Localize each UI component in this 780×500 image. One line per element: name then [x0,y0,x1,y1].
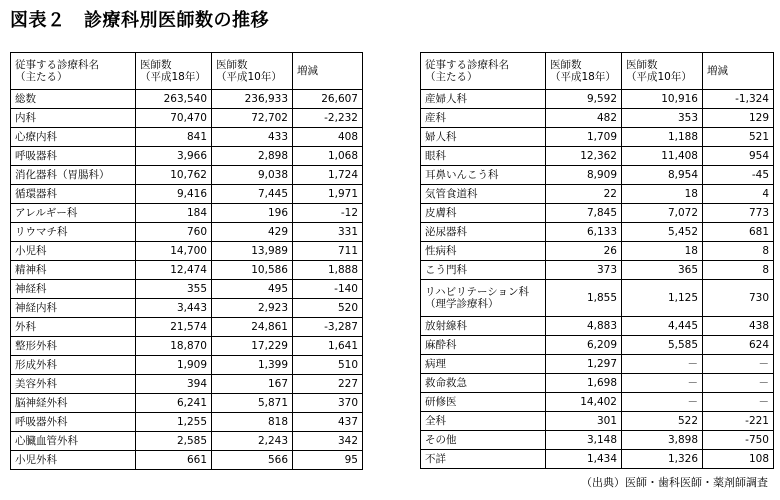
number-cell: -3,287 [293,318,363,337]
number-cell: 17,229 [212,337,293,356]
table-row [11,147,363,166]
number-cell: 5,871 [212,394,293,413]
number-cell: 7,445 [212,185,293,204]
specialty-name-cell: 放射線科 [421,317,546,336]
table-row [421,204,774,223]
number-cell: 167 [212,375,293,394]
specialty-name-cell: 眼科 [421,147,546,166]
table-row [11,185,363,204]
table-row [421,90,774,109]
specialty-table-right [420,52,774,469]
table-row [11,394,363,413]
number-cell: 1,125 [622,280,703,317]
number-cell: 370 [293,394,363,413]
table-row [421,355,774,374]
column-header: 増減 [703,53,774,90]
number-cell: 1,399 [212,356,293,375]
number-cell: 495 [212,280,293,299]
table-row [421,147,774,166]
specialty-name-cell: 不詳 [421,450,546,469]
number-cell: 236,933 [212,90,293,109]
column-header: 医師数 （平成18年） [546,53,622,90]
number-cell: 711 [293,242,363,261]
number-cell: 355 [136,280,212,299]
table-row [421,280,774,317]
number-cell: 301 [546,412,622,431]
column-header: 医師数 （平成18年） [136,53,212,90]
number-cell: 9,038 [212,166,293,185]
specialty-name-cell: 産科 [421,109,546,128]
table-row [421,242,774,261]
specialty-name-cell: 神経科 [11,280,136,299]
number-cell: 18,870 [136,337,212,356]
number-cell: 10,916 [622,90,703,109]
number-cell: 373 [546,261,622,280]
specialty-name-cell: 小児外科 [11,451,136,470]
column-header: 従事する診療科名 （主たる） [421,53,546,90]
number-cell: 7,072 [622,204,703,223]
specialty-name-cell: 耳鼻いんこう科 [421,166,546,185]
number-cell: 12,474 [136,261,212,280]
number-cell: 1,724 [293,166,363,185]
number-cell: 95 [293,451,363,470]
number-cell: 353 [622,109,703,128]
specialty-name-cell: 呼吸器科 [11,147,136,166]
specialty-name-cell: 呼吸器外科 [11,413,136,432]
specialty-name-cell: 総数 [11,90,136,109]
number-cell: 18 [622,185,703,204]
specialty-name-cell: 泌尿器科 [421,223,546,242]
number-cell: 26 [546,242,622,261]
number-cell: 1,971 [293,185,363,204]
specialty-name-cell: 精神科 [11,261,136,280]
number-cell: -221 [703,412,774,431]
number-cell: 4 [703,185,774,204]
table-row [421,166,774,185]
number-cell: 21,574 [136,318,212,337]
number-cell: 8,954 [622,166,703,185]
number-cell: 24,861 [212,318,293,337]
number-cell: 2,898 [212,147,293,166]
number-cell: 437 [293,413,363,432]
number-cell: 624 [703,336,774,355]
number-cell: 438 [703,317,774,336]
specialty-name-cell: 脳神経外科 [11,394,136,413]
specialty-name-cell: 研修医 [421,393,546,412]
number-cell: 1,709 [546,128,622,147]
specialty-name-cell: 皮膚科 [421,204,546,223]
number-cell: 9,416 [136,185,212,204]
specialty-name-cell: その他 [421,431,546,450]
specialty-name-cell: 産婦人科 [421,90,546,109]
specialty-name-cell: 心臓血管外科 [11,432,136,451]
number-cell: 408 [293,128,363,147]
table-row [421,336,774,355]
table-row [421,185,774,204]
specialty-name-cell: 小児科 [11,242,136,261]
table-row [421,374,774,393]
number-cell: 9,592 [546,90,622,109]
number-cell: 1,434 [546,450,622,469]
number-cell: 5,585 [622,336,703,355]
number-cell: 108 [703,450,774,469]
number-cell: 730 [703,280,774,317]
number-cell: 433 [212,128,293,147]
number-cell: 520 [293,299,363,318]
number-cell: 10,586 [212,261,293,280]
specialty-name-cell: 美容外科 [11,375,136,394]
number-cell: 365 [622,261,703,280]
table-row [421,450,774,469]
number-cell: 184 [136,204,212,223]
table-row [11,90,363,109]
specialty-name-cell: 救命救急 [421,374,546,393]
number-cell: 1,255 [136,413,212,432]
number-cell: -2,232 [293,109,363,128]
table-row [11,299,363,318]
number-cell: 1,188 [622,128,703,147]
number-cell: 342 [293,432,363,451]
number-cell: 26,607 [293,90,363,109]
table-row [11,337,363,356]
number-cell: -12 [293,204,363,223]
specialty-name-cell: 神経内科 [11,299,136,318]
number-cell: 8 [703,261,774,280]
number-cell: 3,443 [136,299,212,318]
column-header: 医師数 （平成10年） [212,53,293,90]
specialty-name-cell: リウマチ科 [11,223,136,242]
table-row [11,109,363,128]
number-cell: 331 [293,223,363,242]
column-header: 従事する診療科名 （主たる） [11,53,136,90]
number-cell: 841 [136,128,212,147]
specialty-name-cell: リハビリテーション科 （理学診療科） [421,280,546,317]
number-cell: 6,133 [546,223,622,242]
column-header: 増減 [293,53,363,90]
number-cell: － [622,393,703,412]
number-cell: 7,845 [546,204,622,223]
number-cell: 5,452 [622,223,703,242]
specialty-name-cell: 全科 [421,412,546,431]
number-cell: 1,326 [622,450,703,469]
header-row [421,53,774,90]
column-header: 医師数 （平成10年） [622,53,703,90]
number-cell: － [622,355,703,374]
table-row [11,223,363,242]
number-cell: 2,585 [136,432,212,451]
table-row [11,204,363,223]
number-cell: 566 [212,451,293,470]
number-cell: 510 [293,356,363,375]
header-row [11,53,363,90]
number-cell: 22 [546,185,622,204]
number-cell: 521 [703,128,774,147]
number-cell: 13,989 [212,242,293,261]
specialty-name-cell: 心療内科 [11,128,136,147]
table-row [421,317,774,336]
number-cell: 129 [703,109,774,128]
number-cell: 4,883 [546,317,622,336]
number-cell: 681 [703,223,774,242]
number-cell: 1,068 [293,147,363,166]
table-row [11,166,363,185]
number-cell: 482 [546,109,622,128]
number-cell: 394 [136,375,212,394]
number-cell: -750 [703,431,774,450]
table-row [11,242,363,261]
table-row [11,280,363,299]
specialty-table-left [10,52,363,470]
specialty-name-cell: 循環器科 [11,185,136,204]
number-cell: 818 [212,413,293,432]
number-cell: -45 [703,166,774,185]
number-cell: 1,297 [546,355,622,374]
number-cell: － [703,374,774,393]
number-cell: 2,923 [212,299,293,318]
number-cell: 12,362 [546,147,622,166]
specialty-name-cell: こう門科 [421,261,546,280]
page-title: 図表２ 診療科別医師数の推移 [10,10,269,31]
number-cell: 429 [212,223,293,242]
number-cell: 263,540 [136,90,212,109]
number-cell: － [622,374,703,393]
table-row [11,413,363,432]
table-row [421,431,774,450]
specialty-name-cell: 内科 [11,109,136,128]
specialty-name-cell: 整形外科 [11,337,136,356]
number-cell: 70,470 [136,109,212,128]
table-row [11,375,363,394]
number-cell: 14,700 [136,242,212,261]
number-cell: 6,241 [136,394,212,413]
number-cell: 8 [703,242,774,261]
number-cell: － [703,393,774,412]
number-cell: 522 [622,412,703,431]
number-cell: 1,698 [546,374,622,393]
table-row [421,128,774,147]
number-cell: 3,148 [546,431,622,450]
number-cell: 760 [136,223,212,242]
source-note: （出典）医師・歯科医師・薬剤師調査 [581,476,768,489]
number-cell: 661 [136,451,212,470]
number-cell: 4,445 [622,317,703,336]
specialty-name-cell: 外科 [11,318,136,337]
specialty-name-cell: 気管食道科 [421,185,546,204]
table-row [421,412,774,431]
specialty-name-cell: 病理 [421,355,546,374]
number-cell: 11,408 [622,147,703,166]
number-cell: 1,909 [136,356,212,375]
number-cell: 8,909 [546,166,622,185]
table-row [11,451,363,470]
number-cell: 227 [293,375,363,394]
table-row [421,393,774,412]
number-cell: -1,324 [703,90,774,109]
number-cell: 1,641 [293,337,363,356]
table-row [11,128,363,147]
specialty-name-cell: 消化器科（胃腸科） [11,166,136,185]
table-row [11,318,363,337]
number-cell: -140 [293,280,363,299]
number-cell: 72,702 [212,109,293,128]
specialty-name-cell: 婦人科 [421,128,546,147]
number-cell: 773 [703,204,774,223]
number-cell: 3,898 [622,431,703,450]
number-cell: 954 [703,147,774,166]
number-cell: 1,888 [293,261,363,280]
table-row [11,261,363,280]
number-cell: 196 [212,204,293,223]
table-row [11,432,363,451]
specialty-name-cell: 麻酔科 [421,336,546,355]
table-row [421,223,774,242]
number-cell: 2,243 [212,432,293,451]
number-cell: 10,762 [136,166,212,185]
number-cell: 1,855 [546,280,622,317]
table-row [421,109,774,128]
table-row [11,356,363,375]
number-cell: 18 [622,242,703,261]
specialty-name-cell: 性病科 [421,242,546,261]
specialty-name-cell: 形成外科 [11,356,136,375]
number-cell: － [703,355,774,374]
table-row [421,261,774,280]
number-cell: 3,966 [136,147,212,166]
number-cell: 14,402 [546,393,622,412]
number-cell: 6,209 [546,336,622,355]
specialty-name-cell: アレルギー科 [11,204,136,223]
